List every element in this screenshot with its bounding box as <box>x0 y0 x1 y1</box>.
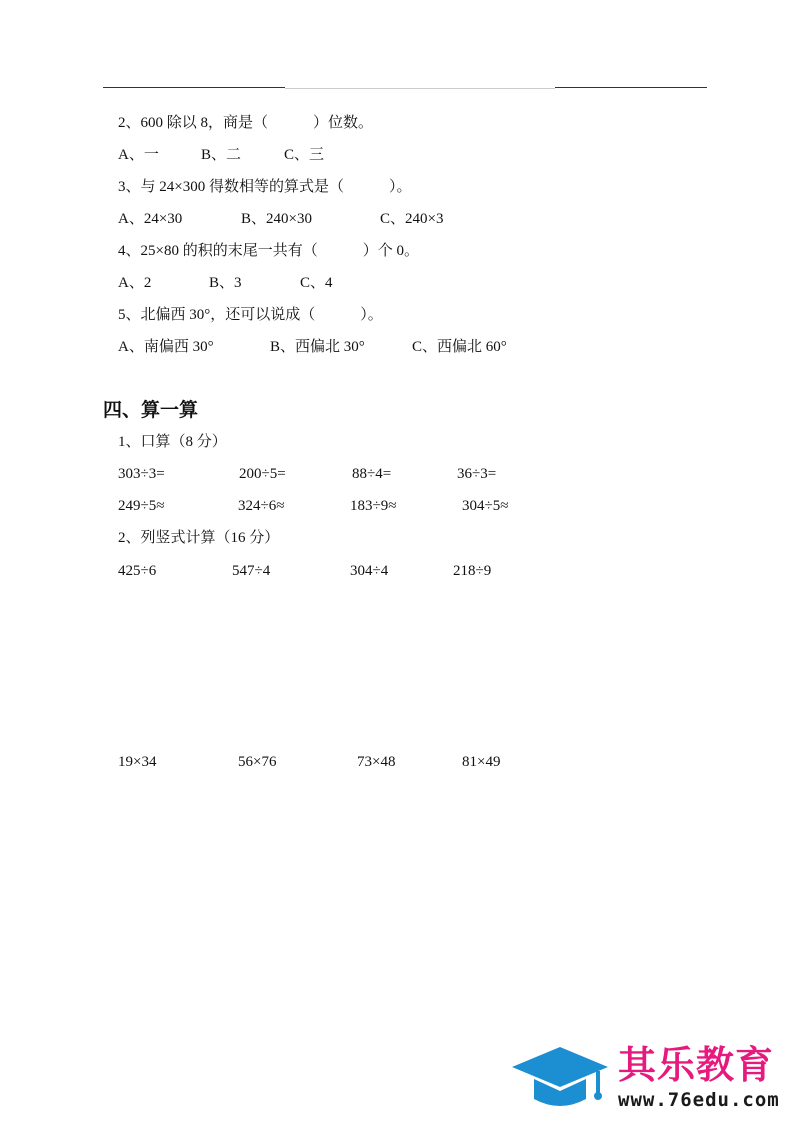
oral-problem: 183÷9≈ <box>350 498 397 514</box>
question-stem-text: 2、600 除以 8，商是（ ）位数。 <box>118 115 374 131</box>
oral-problem: 303÷3= <box>118 466 165 482</box>
option-b: B、西偏北 30° <box>270 339 365 355</box>
header-rule-left <box>103 87 285 88</box>
brand-url: www.76edu.com <box>618 1089 780 1111</box>
vertical-problem: 81×49 <box>462 754 501 770</box>
section-title: 四、算一算 <box>103 399 199 421</box>
option-c: C、4 <box>300 275 333 291</box>
option-b: B、3 <box>209 275 242 291</box>
oral-problem: 324÷6≈ <box>238 498 285 514</box>
oral-problem: 36÷3= <box>457 466 497 482</box>
vertical-calc-label-text: 2、列竖式计算（16 分） <box>118 530 280 546</box>
vertical-problem: 425÷6 <box>118 563 157 579</box>
option-a: A、2 <box>118 275 152 291</box>
brand-logo <box>510 1043 790 1115</box>
oral-calc-label-text: 1、口算（8 分） <box>118 434 227 450</box>
oral-problem: 200÷5= <box>239 466 286 482</box>
brand-name: 其乐教育 <box>618 1043 775 1087</box>
option-b: B、240×30 <box>241 211 312 227</box>
option-a: A、24×30 <box>118 211 183 227</box>
vertical-problem: 56×76 <box>238 754 277 770</box>
question-stem-text: 3、与 24×300 得数相等的算式是（ ）。 <box>118 179 412 195</box>
vertical-problem: 218÷9 <box>453 563 492 579</box>
option-c: C、三 <box>284 147 325 163</box>
option-c: C、西偏北 60° <box>412 339 507 355</box>
option-a: A、一 <box>118 147 159 163</box>
vertical-problem: 547÷4 <box>232 563 271 579</box>
oral-problem: 249÷5≈ <box>118 498 165 514</box>
oral-problem: 88÷4= <box>352 466 392 482</box>
graduation-cap-icon <box>510 1045 610 1113</box>
header-rule-middle <box>285 88 555 89</box>
vertical-problem: 19×34 <box>118 754 157 770</box>
question-stem-text: 4、25×80 的积的末尾一共有（ ）个 0。 <box>118 243 419 259</box>
option-b: B、二 <box>201 147 242 163</box>
question-stem-text: 5、北偏西 30°，还可以说成（ ）。 <box>118 307 383 323</box>
option-a: A、南偏西 30° <box>118 339 214 355</box>
header-rule-right <box>555 87 707 88</box>
option-c: C、240×3 <box>380 211 444 227</box>
vertical-problem: 73×48 <box>357 754 396 770</box>
oral-problem: 304÷5≈ <box>462 498 509 514</box>
vertical-problem: 304÷4 <box>350 563 389 579</box>
